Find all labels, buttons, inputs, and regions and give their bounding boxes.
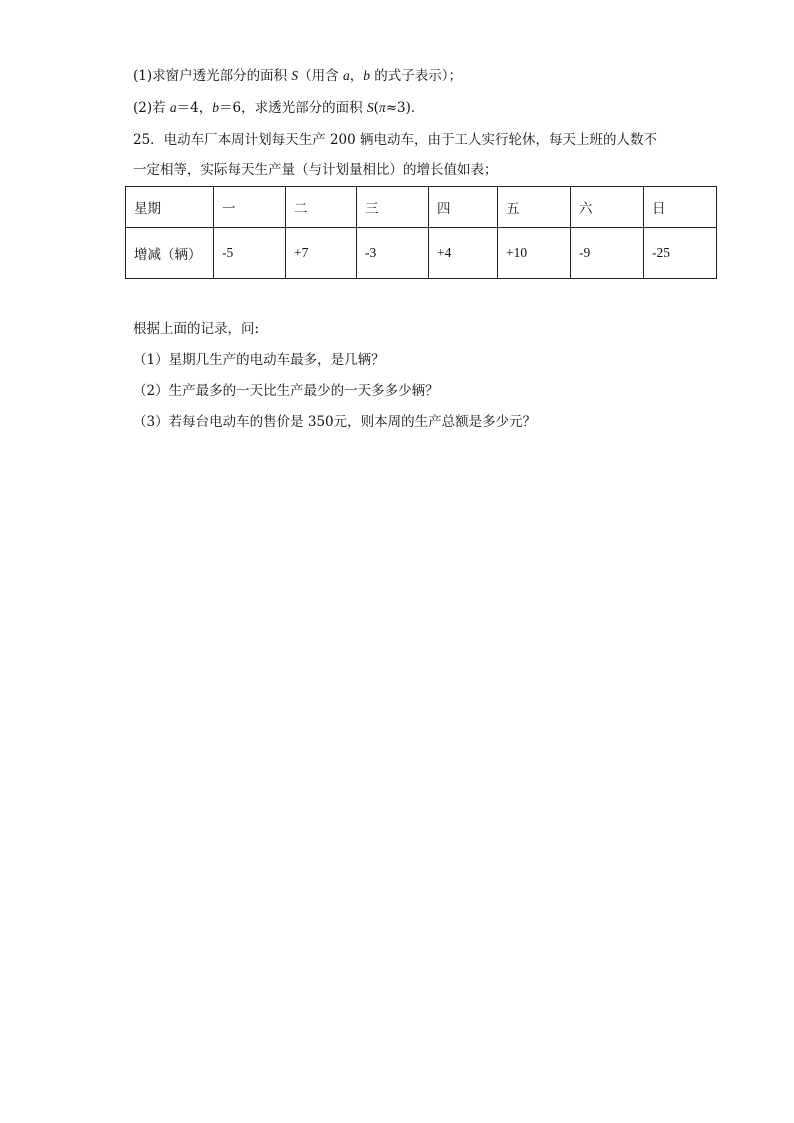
q24-part1-text: （用含: [298, 68, 343, 84]
q25-question-1: （1）星期几生产的电动车最多，是几辆？: [133, 352, 385, 368]
q24-part1: [133, 66, 462, 86]
q24-part1-text: (1)求窗户透光部分的面积: [133, 68, 292, 84]
q24-part2-text: (2)若: [133, 100, 170, 116]
q24-part1-text: 的式子表示）；: [369, 68, 463, 84]
var-s: S: [366, 100, 374, 115]
var-a: a: [342, 68, 350, 83]
table-cell: 增减（辆）: [126, 228, 214, 279]
var-b: b: [363, 68, 370, 83]
table-cell: +7: [286, 228, 357, 279]
table-cell: -3: [357, 228, 429, 279]
table-cell: -5: [214, 228, 286, 279]
table-cell: +4: [429, 228, 498, 279]
table-header-row: [126, 187, 717, 228]
table-cell: 六: [571, 187, 644, 228]
q25-intro: 根据上面的记录，问:: [133, 321, 260, 337]
q25-line2: 一定相等，实际每天生产量（与计划量相比）的增长值如表；: [133, 162, 498, 178]
q25-line1: 25．电动车厂本周计划每天生产 200 辆电动车，由于工人实行轮休，每天上班的人数不: [133, 132, 658, 148]
var-pi: π: [378, 100, 386, 115]
var-s: S: [291, 68, 299, 83]
table-cell: 五: [498, 187, 571, 228]
q25-question-2: （2）生产最多的一天比生产最少的一天多多少辆？: [133, 383, 439, 399]
q24-part1-text: ，: [349, 68, 364, 84]
table-cell: -9: [571, 228, 644, 279]
table-cell: 三: [357, 187, 429, 228]
table-cell: 四: [429, 187, 498, 228]
table-row: [126, 228, 717, 279]
table-cell: 二: [286, 187, 357, 228]
var-a: a: [169, 100, 177, 115]
table-cell: 日: [644, 187, 717, 228]
q25-question-3: （3）若每台电动车的售价是 350元，则本周的生产总额是多少元？: [133, 414, 537, 430]
q24-part2-text: ＝4，: [176, 100, 213, 116]
table-cell: 一: [214, 187, 286, 228]
q24-part2: [133, 98, 424, 118]
table-cell: -25: [644, 228, 717, 279]
q24-part2-text: ＝6，求透光部分的面积: [219, 100, 367, 116]
q24-part2-text: (: [373, 100, 379, 116]
production-table: [125, 186, 717, 279]
table-cell: +10: [498, 228, 571, 279]
q24-part2-text: ≈3)．: [385, 100, 425, 116]
var-b: b: [212, 100, 220, 115]
table-cell: 星期: [126, 187, 214, 228]
